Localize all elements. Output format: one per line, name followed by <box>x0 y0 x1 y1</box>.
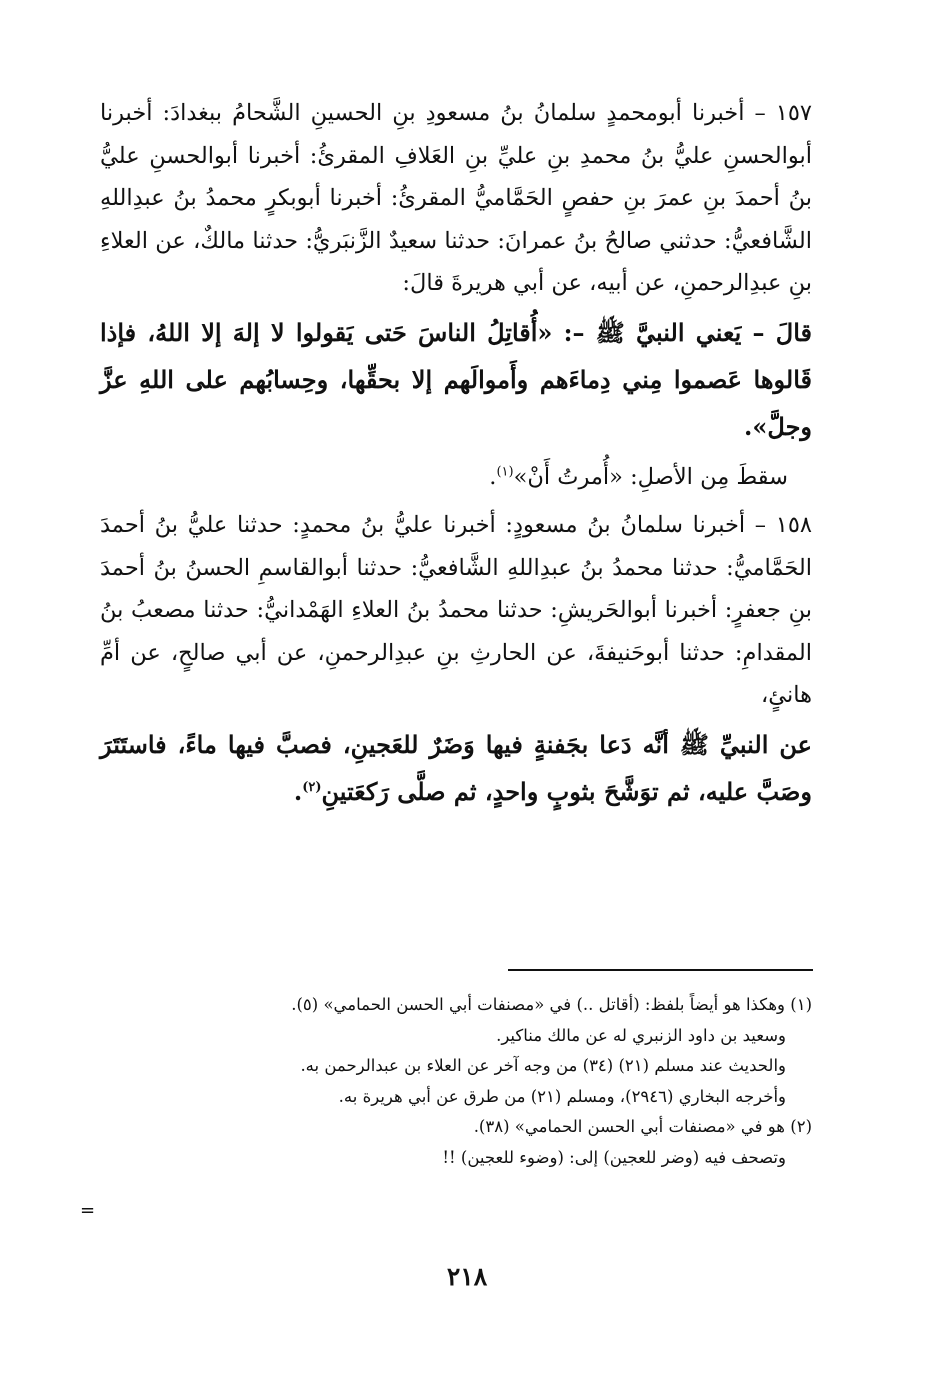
hadith-157-note-text: سقطَ مِن الأصلِ: «أُمرتُ أَنْ» <box>513 463 788 490</box>
footnote-1-line-3: والحديث عند مسلم (٢١) (٣٤) من وجه آخر عن العلاء بن عبدالرحمن به. <box>300 1056 786 1075</box>
continuation-mark: = <box>80 1200 96 1221</box>
hadith-157-note-end: . <box>489 463 497 490</box>
footnote-1-line-2: وسعيد بن داود الزنبري له عن مالك مناكير. <box>496 1025 786 1045</box>
footnotes <box>180 990 812 1173</box>
hadith-158-text-end: . <box>293 776 303 806</box>
hadith-157-note <box>100 456 788 498</box>
footnote-1-line-4: وأخرجه البخاري (٢٩٤٦)، ومسلم (٢١) من طرق عن أبي هريرة به. <box>338 1086 786 1106</box>
footnote-separator <box>508 969 813 971</box>
hadith-157-text: قالَ – يَعني النبيَّ ﷺ –: «أُقاتِلُ الناسَ حَتى يَقولوا لا إلهَ إلا اللهُ، فإذا قَالوها عَصموا مِني دِماءَهم وأَموالَهم إلا بحقِّها، وحِسابُهم على اللهِ عزَّ وجلَّ». <box>100 317 812 441</box>
footnote-2-line-1: (٢) هو في «مصنفات أبي الحسن الحمامي» (٣٨). <box>473 1117 812 1136</box>
hadith-157-isnad: ١٥٧ – أخبرنا أبومحمدٍ سلمانُ بنُ مسعودِ بنِ الحسينِ الشَّحامُ ببغدادَ: أخبرنا أبوالحسنِ عليُّ بنُ محمدِ بنِ عليِّ بنِ العَلافِ المقرئُ: أخبرنا أبوالحسنِ عليُّ بنُ أحمدَ بنِ عمرَ بنِ حفصٍ الحَمَّاميُّ المقرئُ: أخبرنا أبوبكرٍ محمدُ بنُ عبدِاللهِ الشَّافعيُّ: حدثني صالحُ بنُ عمرانَ: حدثنا سعيدٌ الزَّنبَريُّ: حدثنا مالكٌ، عن العلاءِ بنِ عبدِالرحمنِ، عن أبيه، عن أبي هريرةَ قالَ: <box>100 100 812 297</box>
page-body <box>100 92 812 815</box>
hadith-158-text <box>100 721 812 815</box>
page-number: ٢١٨ <box>446 1262 488 1291</box>
footnote-2-line-2: وتصحف فيه (وضر للعجين) إلى: (وضوء للعجين) !! <box>442 1147 786 1167</box>
footnote-ref-2[interactable]: (٢) <box>302 779 322 795</box>
hadith-158-isnad: ١٥٨ – أخبرنا سلمانُ بنُ مسعودٍ: أخبرنا عليُّ بنُ محمدٍ: حدثنا عليُّ بنُ أحمدَ الحَمَّاميُّ: حدثنا محمدُ بنُ عبدِاللهِ الشَّافعيُّ: حدثنا أبوالقاسمِ الحسنُ بنُ أحمدَ بنِ جعفرٍ: أخبرنا أبوالحَريشِ: حدثنا محمدُ بنُ العلاءِ الهَمْدانيُّ: حدثنا مصعبُ بنُ المقدامِ: حدثنا أبوحَنيفةَ، عن الحارثِ بنِ عبدِالرحمنِ، عن أبي صالحٍ، عن أمِّ هانئٍ، <box>100 511 812 709</box>
footnote-ref-1[interactable]: (١) <box>496 464 514 480</box>
footnote-1-line-1: (١) وهكذا هو أيضاً بلفظ: (أقاتل ..) في «مصنفات أبي الحسن الحمامي» (٥). <box>291 995 812 1014</box>
hadith-158-text-body: عن النبيِّ ﷺ أنَّه دَعا بجَفنةٍ فيها وَضَرٌ للعَجينِ، فصبَّ فيها ماءً، فاستَتَرَ وصَبَّ عليه، ثم توَشَّحَ بثوبٍ واحدٍ، ثم صلَّى رَكعَتينِ <box>100 729 812 806</box>
